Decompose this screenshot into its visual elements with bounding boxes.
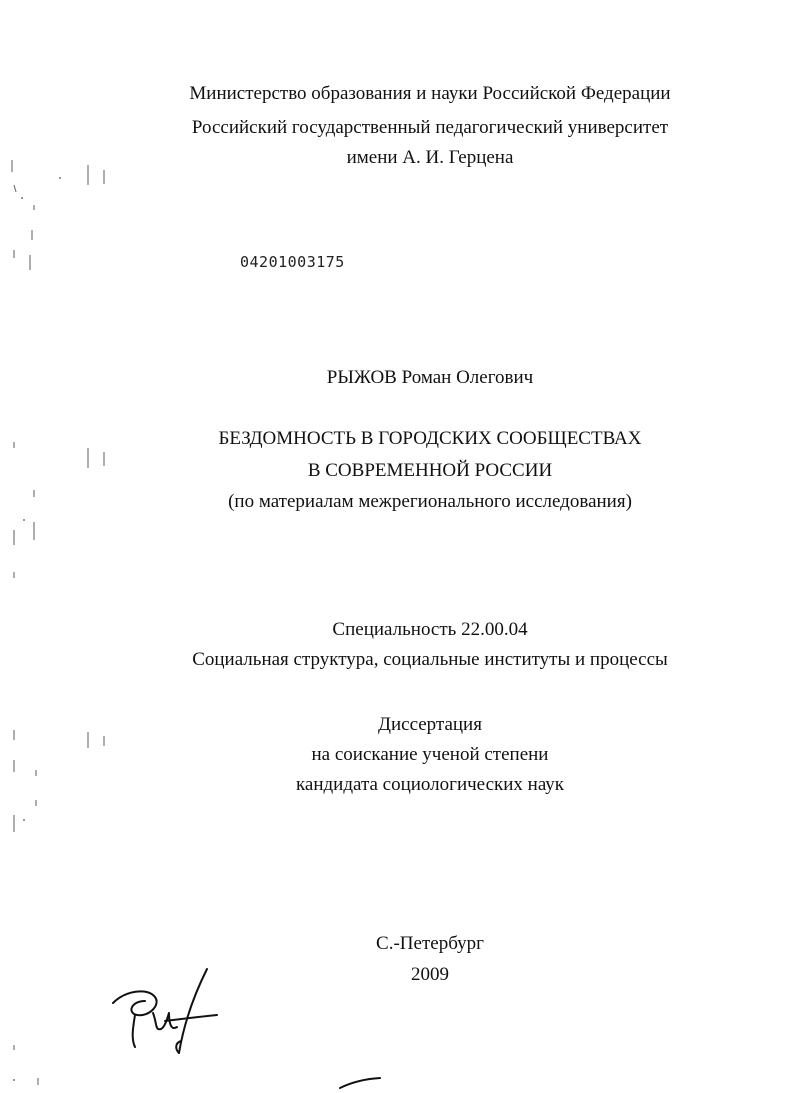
degree-name: кандидата социологических наук xyxy=(295,774,565,795)
named-after-line: имени А. И. Герцена xyxy=(346,147,514,168)
title-line-2: В СОВРЕМЕННОЙ РОССИИ xyxy=(307,460,553,481)
year: 2009 xyxy=(411,964,449,985)
author-name: РЫЖОВ Роман Олегович xyxy=(326,367,534,388)
degree-purpose: на соискание ученой степени xyxy=(311,744,549,765)
title-subtitle: (по материалам межрегионального исследования) xyxy=(228,491,632,512)
specialty-code: Специальность 22.00.04 xyxy=(332,619,528,640)
handwritten-signature-icon xyxy=(105,965,225,1060)
university-line: Российский государственный педагогический университет xyxy=(191,117,669,138)
pen-stroke-icon xyxy=(338,1072,383,1092)
specialty-name: Социальная структура, социальные институты и процессы xyxy=(192,649,668,670)
catalog-number: 04201003175 xyxy=(240,253,345,271)
degree-type: Диссертация xyxy=(378,714,482,735)
ministry-line: Министерство образования и науки Российской Федерации xyxy=(189,83,671,104)
place: С.-Петербург xyxy=(376,933,484,954)
title-line-1: БЕЗДОМНОСТЬ В ГОРОДСКИХ СООБЩЕСТВАХ xyxy=(218,428,642,449)
